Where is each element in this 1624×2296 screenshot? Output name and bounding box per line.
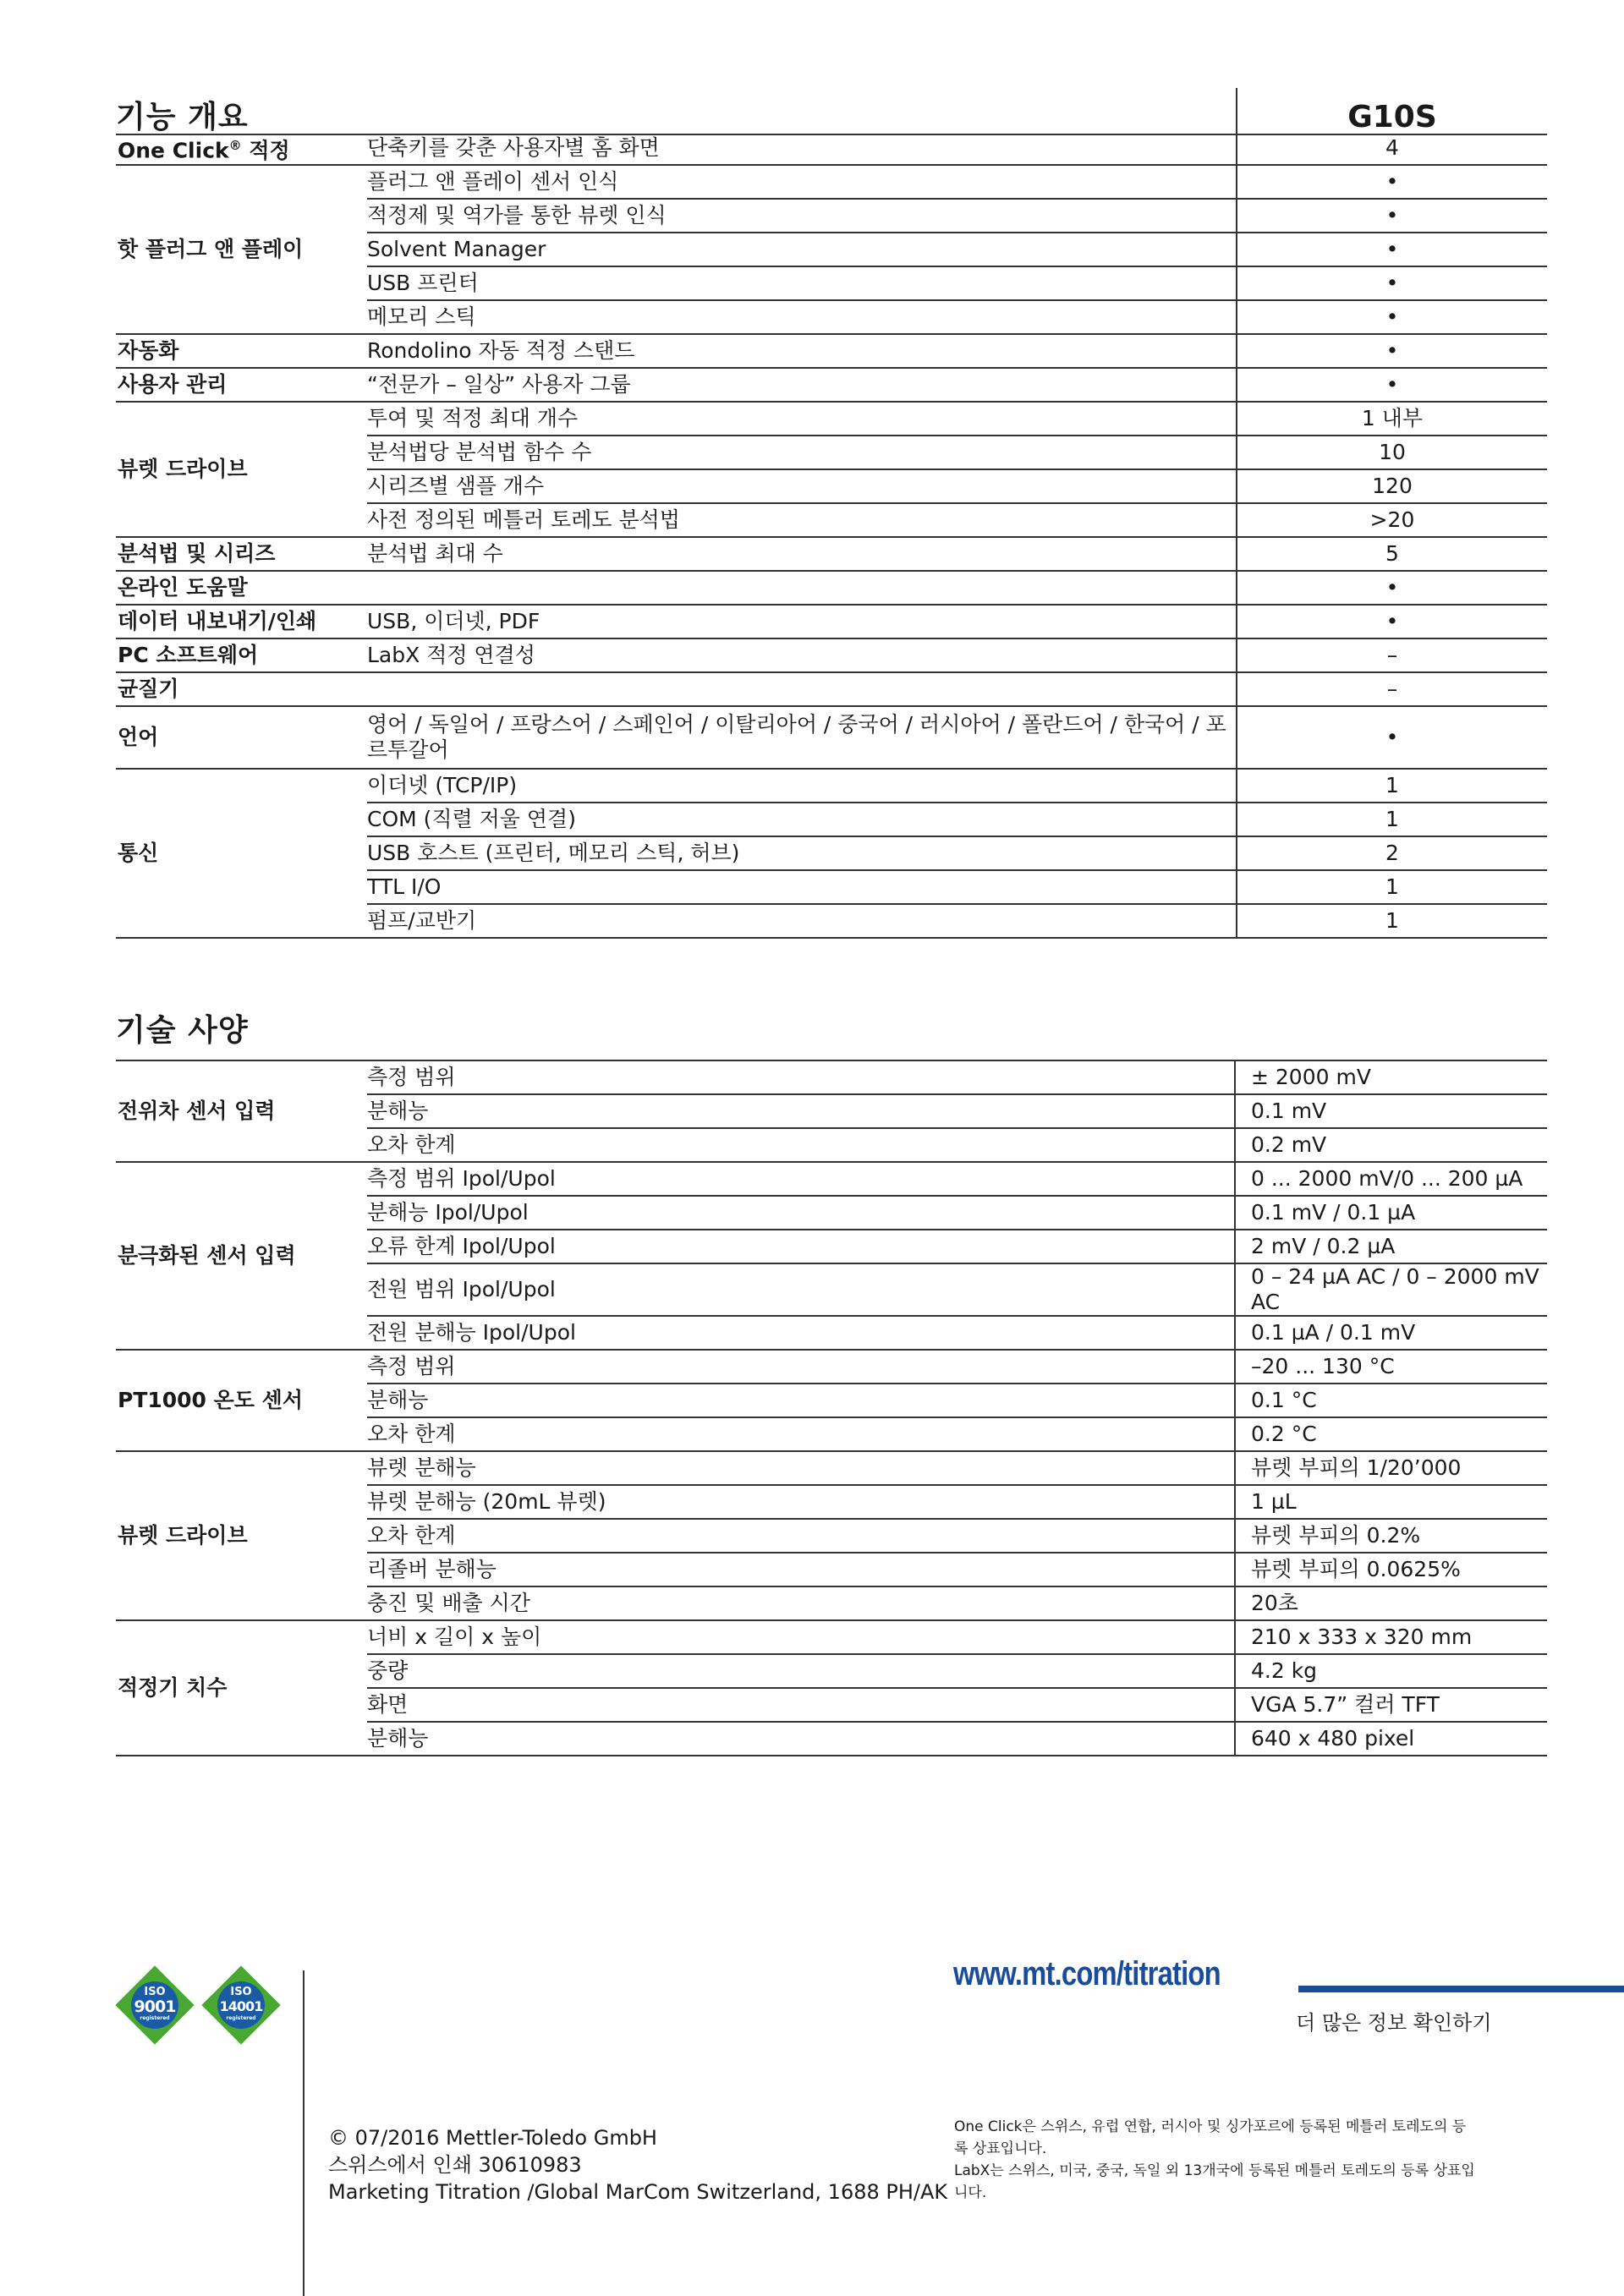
- item-label: 분해능: [367, 1094, 1235, 1128]
- item-value: •: [1237, 605, 1547, 638]
- footer-divider: [303, 1970, 304, 2296]
- item-label: 오차 한계: [367, 1128, 1235, 1162]
- item-label: 이더넷 (TCP/IP): [367, 769, 1237, 803]
- category-label: 언어: [116, 706, 367, 769]
- more-info-text: 더 많은 정보 확인하기: [1296, 2011, 1492, 2035]
- table-row: [116, 1162, 1547, 1196]
- item-label: 중량: [367, 1654, 1235, 1688]
- item-label: 뷰렛 분해능: [367, 1451, 1235, 1485]
- item-label: 분해능 Ipol/Upol: [367, 1196, 1235, 1230]
- printed-line: 스위스에서 인쇄 30610983: [328, 2153, 582, 2177]
- item-value: >20: [1237, 503, 1547, 537]
- item-value: 210 x 333 x 320 mm: [1235, 1620, 1547, 1654]
- specs-title: 기술 사양: [116, 1013, 249, 1048]
- item-value: •: [1237, 571, 1547, 605]
- item-label: [367, 672, 1237, 706]
- registered-mark: ®: [228, 137, 242, 153]
- category-label: PT1000 온도 센서: [116, 1350, 367, 1451]
- table-row: [116, 605, 1547, 638]
- iso-9001-registered: registered: [140, 2015, 170, 2021]
- category-label: 통신: [116, 769, 367, 938]
- item-value: 1: [1237, 870, 1547, 904]
- category-label: PC 소프트웨어: [116, 638, 367, 672]
- iso-14001-circle: [217, 1981, 265, 2029]
- item-label: 시리즈별 샘플 개수: [367, 469, 1237, 503]
- table-row: [116, 1620, 1547, 1654]
- item-value: 120: [1237, 469, 1547, 503]
- item-label: 화면: [367, 1688, 1235, 1722]
- category-label: 전위차 센서 입력: [116, 1060, 367, 1162]
- item-value: 뷰렛 부피의 1/20’000: [1235, 1451, 1547, 1485]
- specs-table: [116, 1060, 1547, 1756]
- item-value: 640 x 480 pixel: [1235, 1722, 1547, 1756]
- item-value: 1: [1237, 904, 1547, 938]
- item-label: 투여 및 적정 최대 개수: [367, 402, 1237, 436]
- item-label: 적정제 및 역가를 통한 뷰렛 인식: [367, 199, 1237, 233]
- table-row: [116, 368, 1547, 402]
- item-value: 10: [1237, 436, 1547, 469]
- category-label: 적정기 치수: [116, 1620, 367, 1756]
- item-value: •: [1237, 199, 1547, 233]
- item-value: 0.1 mV: [1235, 1094, 1547, 1128]
- iso-9001-iso: ISO: [144, 1986, 166, 1998]
- url-underline-bar: [1298, 1986, 1624, 1992]
- item-label: Solvent Manager: [367, 233, 1237, 266]
- item-label: COM (직렬 저울 연결): [367, 803, 1237, 836]
- item-value: 0.1 µA / 0.1 mV: [1235, 1316, 1547, 1350]
- category-label: 뷰렛 드라이브: [116, 1451, 367, 1620]
- item-value: 0.1 mV / 0.1 µA: [1235, 1196, 1547, 1230]
- item-value: 1: [1237, 769, 1547, 803]
- model-name: G10S: [1237, 88, 1547, 134]
- item-label: 분해능: [367, 1722, 1235, 1756]
- item-label: USB 호스트 (프린터, 메모리 스틱, 허브): [367, 836, 1237, 870]
- item-label: 오류 한계 Ipol/Upol: [367, 1230, 1235, 1263]
- item-label: 전원 범위 Ipol/Upol: [367, 1263, 1235, 1316]
- item-label: 단축키를 갖춘 사용자별 홈 화면: [367, 132, 1237, 165]
- item-label: “전문가 – 일상” 사용자 그룹: [367, 368, 1237, 402]
- table-row: [116, 1451, 1547, 1485]
- item-value: 5: [1237, 537, 1547, 571]
- category-label: 뷰렛 드라이브: [116, 402, 367, 537]
- item-label: 오차 한계: [367, 1417, 1235, 1451]
- iso-9001-number: 9001: [134, 1997, 176, 2016]
- item-label: 측정 범위 Ipol/Upol: [367, 1162, 1235, 1196]
- category-label: 균질기: [116, 672, 367, 706]
- item-label: 충진 및 배출 시간: [367, 1586, 1235, 1620]
- item-value: •: [1237, 300, 1547, 334]
- table-row: [116, 769, 1547, 803]
- trademark-labx: LabX는 스위스, 미국, 중국, 독일 외 13개국에 등록된 메틀러 토레도의 등록 상표입니다.: [954, 2162, 1475, 2201]
- category-label: 자동화: [116, 334, 367, 368]
- item-value: –: [1237, 638, 1547, 672]
- item-label: Rondolino 자동 적정 스탠드: [367, 334, 1237, 368]
- copyright-line: © 07/2016 Mettler-Toledo GmbH: [328, 2126, 657, 2150]
- item-label: LabX 적정 연결성: [367, 638, 1237, 672]
- item-value: •: [1237, 334, 1547, 368]
- table-row: [116, 571, 1547, 605]
- item-label: 플러그 앤 플레이 센서 인식: [367, 165, 1237, 199]
- trademark-notice: [954, 2116, 1479, 2204]
- item-label: 영어 / 독일어 / 프랑스어 / 스페인어 / 이탈리아어 / 중국어 / 러시아어 / 폴란드어 / 한국어 / 포르투갈어: [367, 706, 1237, 769]
- item-label: 펌프/교반기: [367, 904, 1237, 938]
- item-value: •: [1237, 266, 1547, 300]
- table-row: [116, 334, 1547, 368]
- item-value: ± 2000 mV: [1235, 1060, 1547, 1094]
- table-row: [116, 638, 1547, 672]
- table-row: [116, 537, 1547, 571]
- item-value: 0 ... 2000 mV/0 ... 200 µA: [1235, 1162, 1547, 1196]
- item-value: 0 – 24 µA AC / 0 – 2000 mV AC: [1235, 1263, 1547, 1316]
- item-value: 1 내부: [1237, 402, 1547, 436]
- features-table: [116, 88, 1547, 135]
- category-label: 분극화된 센서 입력: [116, 1162, 367, 1350]
- item-value: 0.1 °C: [1235, 1384, 1547, 1417]
- item-label: 전원 분해능 Ipol/Upol: [367, 1316, 1235, 1350]
- item-value: 20초: [1235, 1586, 1547, 1620]
- iso-14001-registered: registered: [226, 2015, 256, 2021]
- table-row: [116, 672, 1547, 706]
- category-label: 사용자 관리: [116, 368, 367, 402]
- item-value: 0.2 °C: [1235, 1417, 1547, 1451]
- copyright-block: [328, 2124, 947, 2206]
- website-link[interactable]: www.mt.com/titration: [953, 1955, 1221, 1992]
- item-value: 0.2 mV: [1235, 1128, 1547, 1162]
- table-row: [116, 706, 1547, 769]
- table-row: [116, 402, 1547, 436]
- item-value: 1: [1237, 803, 1547, 836]
- item-label: 오차 한계: [367, 1519, 1235, 1553]
- category-label: 데이터 내보내기/인쇄: [116, 605, 367, 638]
- item-value: –20 ... 130 °C: [1235, 1350, 1547, 1384]
- item-value: 2: [1237, 836, 1547, 870]
- item-label: 사전 정의된 메틀러 토레도 분석법: [367, 503, 1237, 537]
- item-value: 1 µL: [1235, 1485, 1547, 1519]
- features-title: 기능 개요: [116, 88, 1237, 134]
- item-value: 2 mV / 0.2 µA: [1235, 1230, 1547, 1263]
- item-label: 리졸버 분해능: [367, 1553, 1235, 1586]
- iso-14001-badge: [202, 1966, 280, 2044]
- item-value: 4.2 kg: [1235, 1654, 1547, 1688]
- item-label: 너비 x 길이 x 높이: [367, 1620, 1235, 1654]
- features-table-body: [116, 132, 1547, 939]
- table-row: [116, 1350, 1547, 1384]
- item-value: 뷰렛 부피의 0.0625%: [1235, 1553, 1547, 1586]
- category-label: 온라인 도움말: [116, 571, 367, 605]
- item-label: TTL I/O: [367, 870, 1237, 904]
- table-row: [116, 165, 1547, 199]
- iso-9001-badge: [116, 1966, 194, 2044]
- item-label: 분석법 최대 수: [367, 537, 1237, 571]
- trademark-one-click: One Click은 스위스, 유럽 연합, 러시아 및 싱가포르에 등록된 메틀러 토레도의 등록 상표입니다.: [954, 2118, 1467, 2157]
- category-label: 핫 플러그 앤 플레이: [116, 165, 367, 334]
- marketing-line: Marketing Titration /Global MarCom Switzerland, 1688 PH/AK: [328, 2180, 948, 2204]
- category-label: 분석법 및 시리즈: [116, 537, 367, 571]
- item-value: 4: [1237, 132, 1547, 165]
- item-label: 측정 범위: [367, 1350, 1235, 1384]
- item-label: 측정 범위: [367, 1060, 1235, 1094]
- item-label: 메모리 스틱: [367, 300, 1237, 334]
- iso-14001-number: 14001: [219, 1998, 263, 2014]
- iso-9001-circle: [131, 1981, 178, 2029]
- item-value: •: [1237, 165, 1547, 199]
- item-label: USB 프린터: [367, 266, 1237, 300]
- table-row: [116, 132, 1547, 165]
- item-value: •: [1237, 706, 1547, 769]
- table-row: [116, 1060, 1547, 1094]
- item-value: –: [1237, 672, 1547, 706]
- item-value: •: [1237, 368, 1547, 402]
- item-value: •: [1237, 233, 1547, 266]
- item-label: 분석법당 분석법 함수 수: [367, 436, 1237, 469]
- item-value: VGA 5.7” 컬러 TFT: [1235, 1688, 1547, 1722]
- category-label: One Click® 적정: [116, 132, 367, 165]
- item-value: 뷰렛 부피의 0.2%: [1235, 1519, 1547, 1553]
- item-label: USB, 이더넷, PDF: [367, 605, 1237, 638]
- item-label: [367, 571, 1237, 605]
- item-label: 뷰렛 분해능 (20mL 뷰렛): [367, 1485, 1235, 1519]
- iso-14001-iso: ISO: [230, 1986, 252, 1998]
- item-label: 분해능: [367, 1384, 1235, 1417]
